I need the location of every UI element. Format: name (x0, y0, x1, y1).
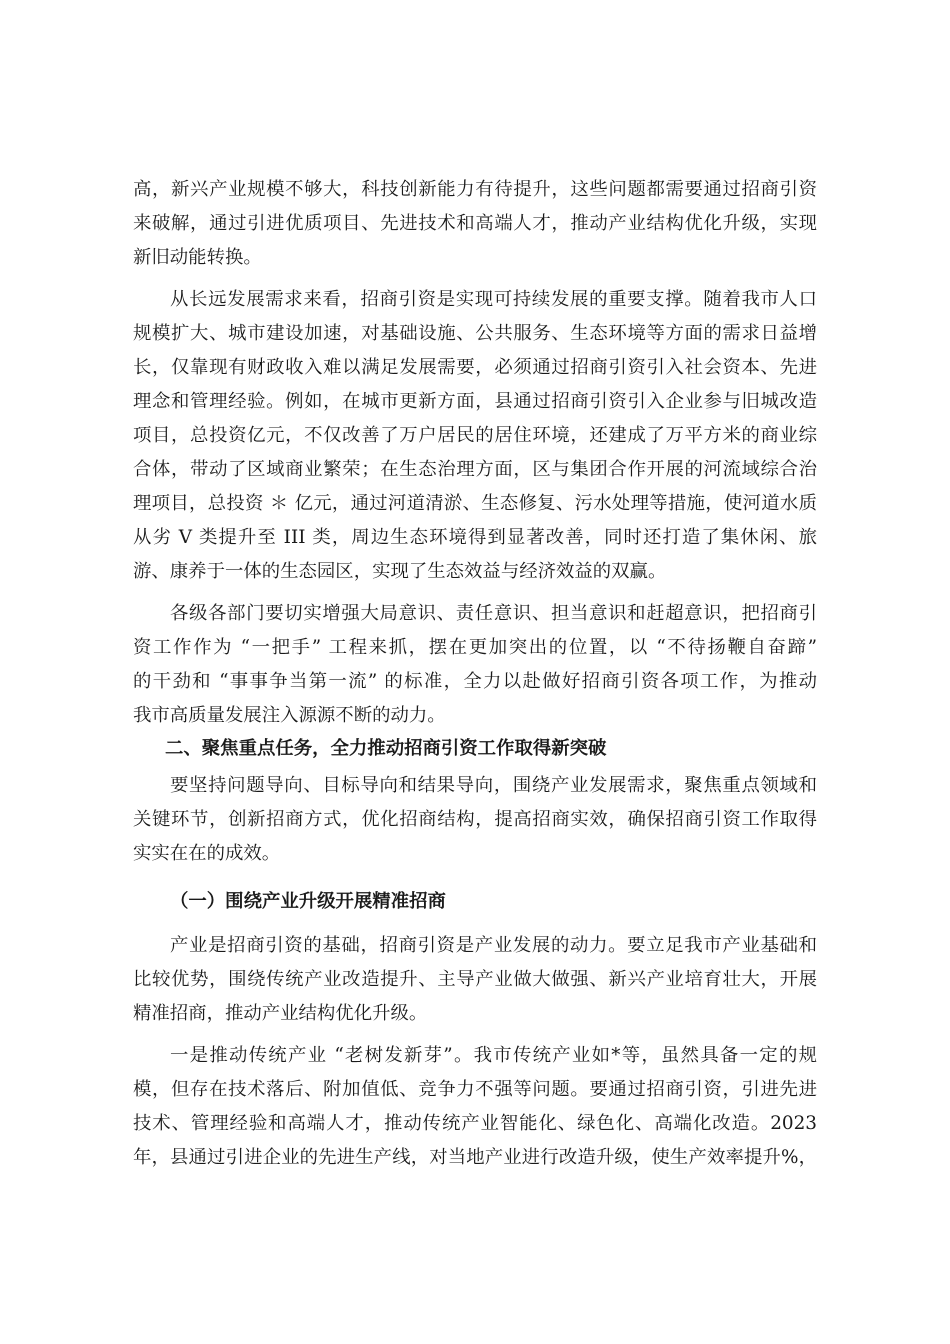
section-heading: 二、聚焦重点任务，全力推动招商引资工作取得新突破 (165, 738, 607, 759)
body-text-line: 合体，带动了区域商业繁荣；在生态治理方面，区与集团合作开展的河流域综合治 (133, 459, 817, 480)
body-text-line: 年，县通过引进企业的先进生产线，对当地产业进行改造升级，使生产效率提升%， (133, 1147, 817, 1168)
body-text-line: 理念和管理经验。例如，在城市更新方面，县通过招商引资引入企业参与旧城改造 (133, 391, 817, 412)
body-text-line: 规模扩大、城市建设加速，对基础设施、公共服务、生态环境等方面的需求日益增 (133, 323, 817, 344)
paragraph-first-line: 各级各部门要切实增强大局意识、责任意识、担当意识和赶超意识，把招商引 (170, 603, 817, 624)
body-text-line: 模，但存在技术落后、附加值低、竞争力不强等问题。要通过招商引资，引进先进 (133, 1079, 817, 1100)
body-text-line: 高，新兴产业规模不够大，科技创新能力有待提升，这些问题都需要通过招商引资 (133, 179, 817, 200)
paragraph-first-line: 从长远发展需求来看，招商引资是实现可持续发展的重要支撑。随着我市人口 (170, 289, 817, 310)
body-text-line: 项目，总投资亿元，不仅改善了万户居民的居住环境，还建成了万平方米的商业综 (133, 425, 817, 446)
body-text-line: 来破解，通过引进优质项目、先进技术和高端人才，推动产业结构优化升级，实现 (133, 213, 817, 234)
body-text-line: 从劣 V 类提升至 III 类，周边生态环境得到显著改善，同时还打造了集休闲、旅 (133, 527, 817, 548)
paragraph-first-line: 要坚持问题导向、目标导向和结果导向，围绕产业发展需求，聚焦重点领域和 (170, 775, 817, 796)
paragraph-first-line: 一是推动传统产业 “老树发新芽”。我市传统产业如*等，虽然具备一定的规 (170, 1045, 817, 1066)
body-text-line: 长，仅靠现有财政收入难以满足发展需要，必须通过招商引资引入社会资本、先进 (133, 357, 817, 378)
body-text-line: 我市高质量发展注入源源不断的动力。 (133, 705, 446, 726)
body-text-line: 游、康养于一体的生态园区，实现了生态效益与经济效益的双赢。 (133, 561, 667, 582)
body-text-line: 新旧动能转换。 (133, 247, 262, 268)
body-text-line: 关键环节，创新招商方式，优化招商结构，提高招商实效，确保招商引资工作取得 (133, 809, 817, 830)
body-text-line: 理项目，总投资 ＊ 亿元，通过河道清淤、生态修复、污水处理等措施，使河道水质 (133, 493, 817, 514)
body-text-line: 的干劲和 “事事争当第一流” 的标准，全力以赴做好招商引资各项工作，为推动 (133, 671, 817, 692)
body-text-line: 资工作作为 “一把手” 工程来抓，摆在更加突出的位置，以 “不待扬鞭自奋蹄” (133, 637, 817, 658)
body-text-line: 实实在在的成效。 (133, 843, 281, 864)
subsection-heading: （一）围绕产业升级开展精准招商 (170, 891, 446, 912)
body-text-line: 技术、管理经验和高端人才，推动传统产业智能化、绿色化、高端化改造。2023 (133, 1113, 817, 1134)
body-text-line: 比较优势，围绕传统产业改造提升、主导产业做大做强、新兴产业培育壮大，开展 (133, 969, 817, 990)
paragraph-first-line: 产业是招商引资的基础，招商引资是产业发展的动力。要立足我市产业基础和 (170, 935, 817, 956)
body-text-line: 精准招商，推动产业结构优化升级。 (133, 1003, 428, 1024)
